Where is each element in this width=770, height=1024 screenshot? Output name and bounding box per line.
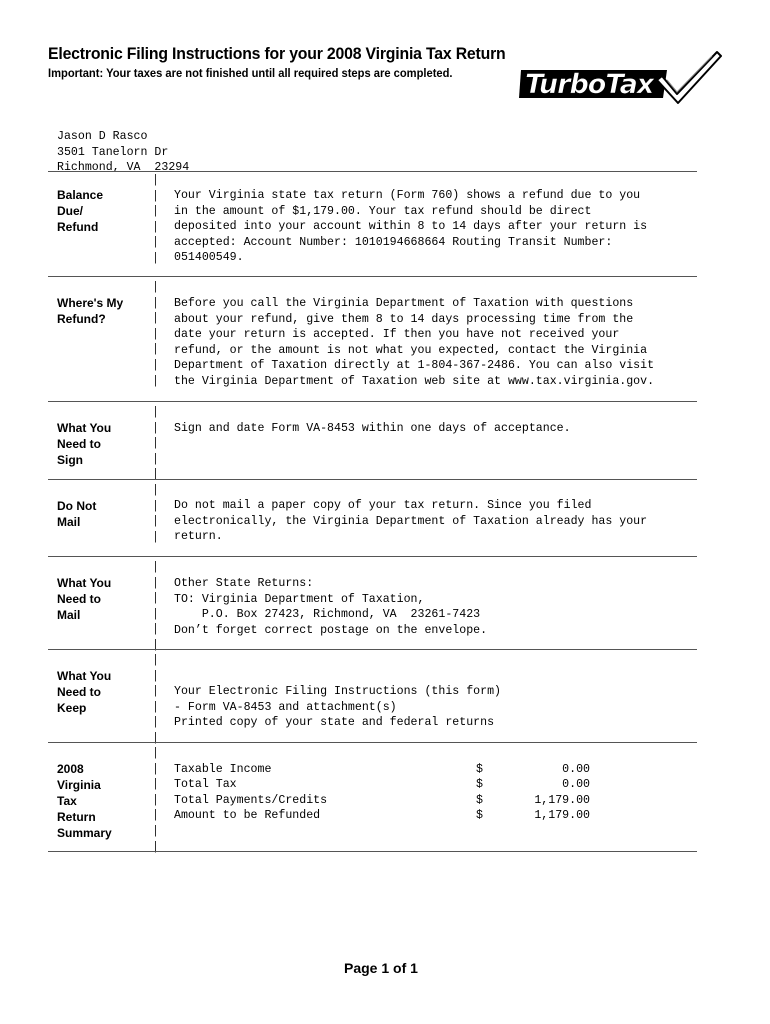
section-text-mail: Other State Returns: TO: Virginia Department of Taxation, P.O. Box 27423, Richmond, VA 23261-7423 Don’t forget correct postage on the envelope. — [174, 577, 488, 637]
summary-amount: 1,179.00 — [534, 794, 590, 807]
section-label-summary: 2008 Virginia Tax Return Summary — [57, 762, 112, 840]
summary-item: Taxable Income — [174, 763, 272, 776]
column-separator: | | | | | — [152, 406, 159, 482]
section-text-sign: Sign and date Form VA-8453 within one days of acceptance. — [174, 422, 571, 435]
section-label-sign: What You Need to Sign — [57, 421, 112, 467]
summary-row — [174, 808, 604, 824]
divider — [48, 479, 697, 480]
column-separator: | | | | | | | — [152, 747, 159, 854]
section-label-mail: What You Need to Mail — [57, 576, 112, 622]
summary-currency: $ — [476, 763, 483, 776]
section-text-donotmail: Do not mail a paper copy of your tax return. Since you filed electronically, the Virginia Department of Taxation already has your return. — [174, 499, 648, 544]
column-separator: | | | | — [152, 484, 159, 544]
checkmark-icon — [657, 52, 721, 103]
section-label-balance: Balance Due/ Refund — [57, 188, 104, 234]
taxpayer-street: 3501 Tanelorn Dr — [57, 145, 169, 159]
summary-row — [174, 762, 604, 778]
divider — [48, 276, 697, 277]
summary-item: Total Payments/Credits — [174, 794, 328, 807]
summary-row — [174, 777, 604, 793]
summary-item: Total Tax — [174, 778, 237, 791]
page-subtitle: Important: Your taxes are not finished until all required steps are completed. — [48, 66, 453, 80]
page-number: Page 1 of 1 — [344, 960, 418, 976]
taxpayer-name: Jason D Rasco — [57, 130, 148, 143]
summary-amount: 0.00 — [562, 778, 590, 791]
summary-currency: $ — [476, 778, 483, 791]
page-title: Electronic Filing Instructions for your 2008 Virginia Tax Return — [48, 44, 506, 63]
divider — [48, 742, 697, 743]
taxpayer-address — [57, 129, 189, 176]
section-label-keep: What You Need to Keep — [57, 669, 112, 715]
divider — [48, 401, 697, 402]
summary-row — [174, 793, 604, 809]
divider — [48, 171, 697, 172]
section-label-refund: Where's My Refund? — [57, 296, 124, 326]
summary-amount: 0.00 — [562, 763, 590, 776]
section-text-refund: Before you call the Virginia Department of Taxation with questions about your refund, give them 8 to 14 days processing time from the date your return is accepted. If then you have not received your refund, or the amount is not what you expected, contact the Virginia Department of Taxation directly at 1-804-367-2486. You can also visit the Virginia Department of Taxation web site at www.tax.virginia.gov. — [174, 297, 655, 388]
column-separator: | | | | | | — [152, 174, 159, 265]
divider — [48, 851, 697, 852]
summary-currency: $ — [476, 809, 483, 822]
summary-currency: $ — [476, 794, 483, 807]
section-label-donotmail: Do Not Mail — [57, 499, 97, 529]
summary-item: Amount to be Refunded — [174, 809, 321, 822]
taxpayer-city: Richmond, VA 23294 — [57, 161, 190, 175]
column-separator: | | | | | | | — [152, 281, 159, 388]
summary-amount: 1,179.00 — [534, 809, 590, 822]
column-separator: | | | | | | — [152, 654, 159, 745]
section-text-balance: Your Virginia state tax return (Form 760) shows a refund due to you in the amount of $1,179.00. Your tax refund should be direct deposited into your account within 8 to 14 days after your return is accepted: Account Number: 1010194668664 Routing Transit Number: 051400549. — [174, 189, 648, 265]
logo-wordmark: TurboTax — [525, 69, 654, 100]
column-separator: | | | | | | — [152, 561, 159, 652]
divider — [48, 556, 697, 557]
section-text-keep: Your Electronic Filing Instructions (this form) - Form VA-8453 and attachment(s) Printed copy of your state and federal returns — [174, 685, 501, 730]
divider — [48, 649, 697, 650]
turbotax-logo — [517, 46, 722, 106]
